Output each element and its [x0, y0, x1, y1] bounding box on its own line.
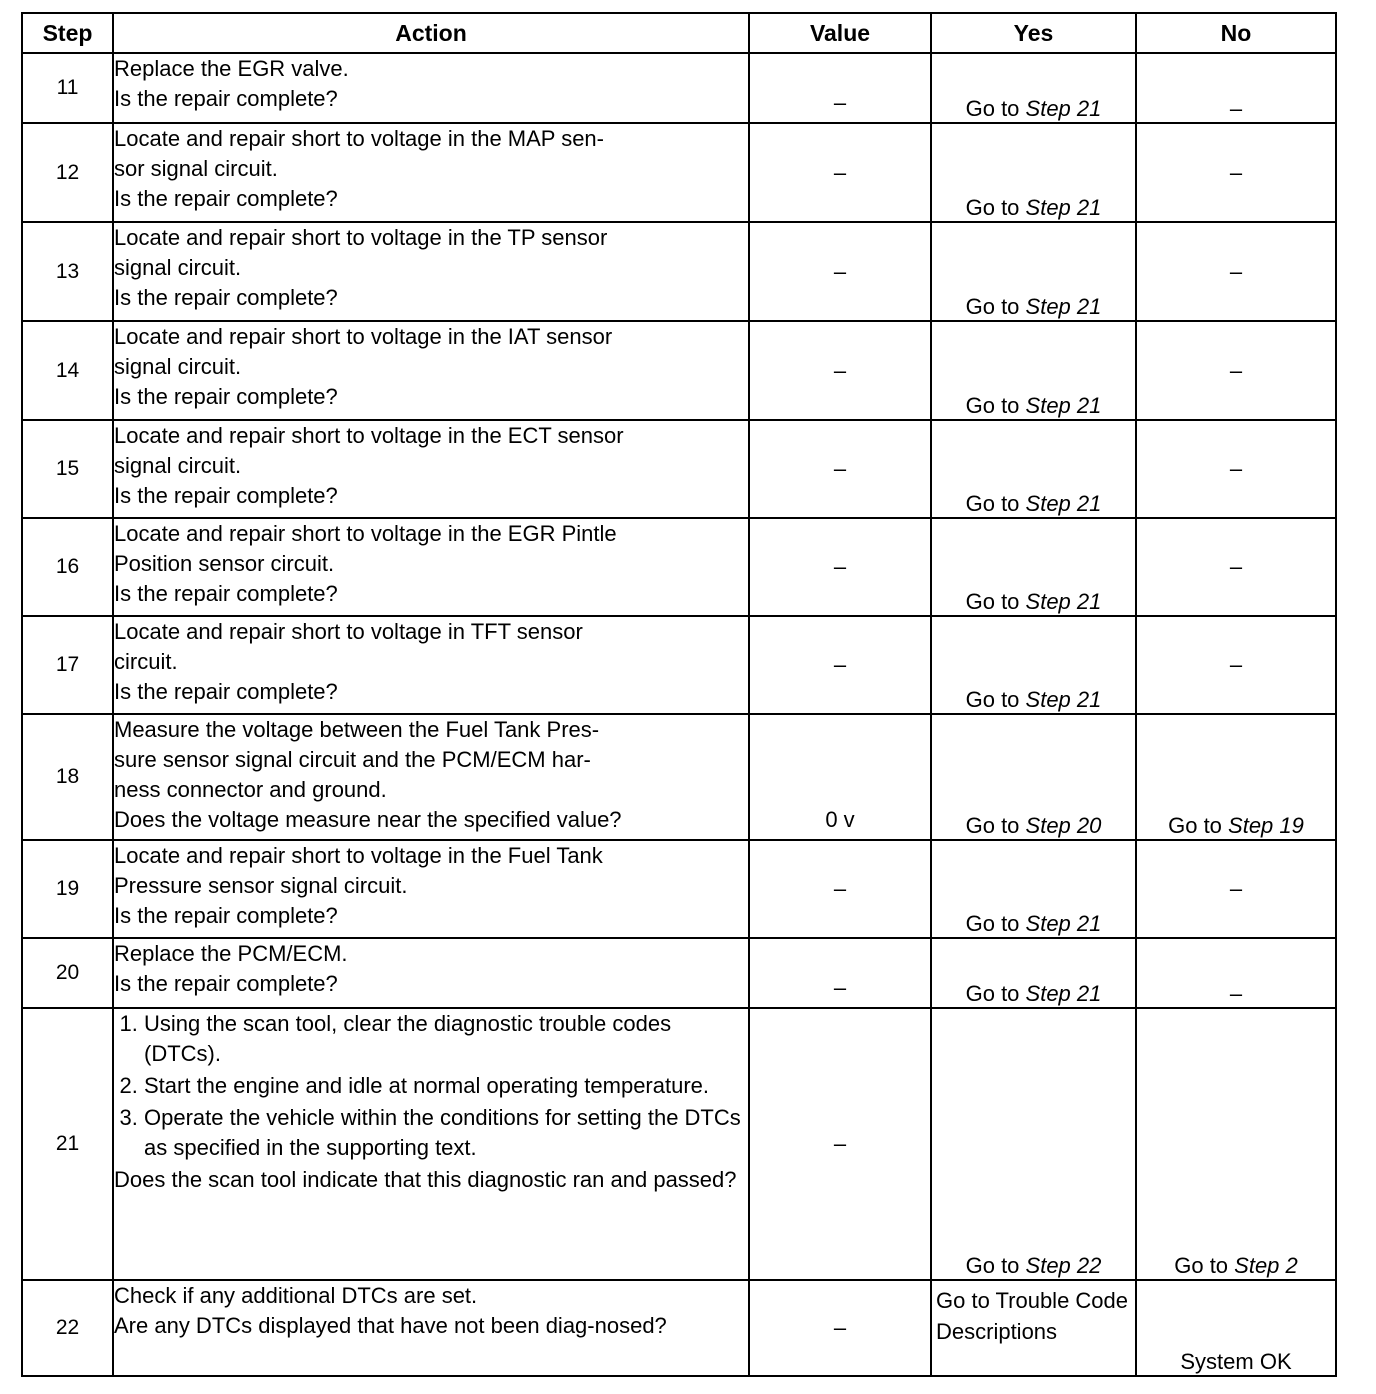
table-row [22, 938, 1336, 1008]
step-number: 12 [22, 123, 113, 222]
value-cell: – [749, 321, 931, 420]
step-reference: Step 21 [1025, 911, 1102, 936]
no-cell: Go to Step 19 [1136, 714, 1336, 840]
step-number: 15 [22, 420, 113, 518]
action-question: Is the repair complete? [114, 971, 338, 996]
step-number: 22 [22, 1280, 113, 1376]
table-row [22, 616, 1336, 714]
step-reference: Step 22 [1025, 1253, 1102, 1278]
step-number: 11 [22, 53, 113, 123]
action-question: Does the voltage measure near the specified value? [114, 807, 622, 832]
value-cell: – [749, 1280, 931, 1376]
diagnostic-table [21, 12, 1337, 1377]
action-question: Is the repair complete? [114, 86, 338, 111]
table-row [22, 321, 1336, 420]
header-yes: Yes [931, 13, 1136, 53]
action-question: Are any DTCs displayed that have not been diag-nosed? [114, 1313, 667, 1338]
value-cell: – [749, 420, 931, 518]
action-text: signal circuit. [114, 453, 242, 478]
no-cell: – [1136, 840, 1336, 938]
action-text: signal circuit. [114, 255, 242, 280]
action-cell [113, 321, 749, 420]
action-text: sor signal circuit. [114, 156, 278, 181]
yes-cell: Go to Step 21 [931, 123, 1136, 222]
yes-cell: Go to Step 21 [931, 222, 1136, 321]
step-reference: Step 21 [1025, 589, 1102, 614]
action-question: Is the repair complete? [114, 384, 338, 409]
action-text: Locate and repair short to voltage in the Fuel Tank [114, 843, 603, 868]
value-cell: 0 v [749, 714, 931, 840]
action-text: Replace the PCM/ECM. [114, 941, 348, 966]
action-text: Measure the voltage between the Fuel Tank Pres- [114, 717, 600, 742]
action-cell [113, 123, 749, 222]
list-item: 2. Start the engine and idle at normal operating temperature. [144, 1071, 748, 1101]
yes-cell: Go to Step 20 [931, 714, 1136, 840]
action-cell [113, 938, 749, 1008]
action-cell [113, 1008, 749, 1280]
step-number: 21 [22, 1008, 113, 1280]
action-text: circuit. [114, 649, 178, 674]
action-cell [113, 518, 749, 616]
no-cell: – [1136, 123, 1336, 222]
value-cell: – [749, 518, 931, 616]
action-question: Is the repair complete? [114, 679, 338, 704]
action-text: Check if any additional DTCs are set. [114, 1283, 478, 1308]
no-cell: – [1136, 420, 1336, 518]
yes-cell: Go to Step 21 [931, 321, 1136, 420]
header-no: No [1136, 13, 1336, 53]
step-reference: Step 21 [1025, 294, 1102, 319]
table-row [22, 1280, 1336, 1376]
table-row [22, 714, 1336, 840]
step-number: 20 [22, 938, 113, 1008]
yes-cell: Go to Step 21 [931, 616, 1136, 714]
table-row [22, 222, 1336, 321]
action-text: Locate and repair short to voltage in the ECT sensor [114, 423, 624, 448]
action-cell [113, 53, 749, 123]
action-question: Is the repair complete? [114, 581, 338, 606]
step-reference: Step 21 [1025, 195, 1102, 220]
step-number: 13 [22, 222, 113, 321]
action-text: Locate and repair short to voltage in the IAT sensor [114, 324, 613, 349]
step-number: 18 [22, 714, 113, 840]
value-cell: – [749, 840, 931, 938]
header-row [22, 13, 1336, 53]
value-cell: – [749, 616, 931, 714]
yes-cell: Go to Step 21 [931, 840, 1136, 938]
step-number: 19 [22, 840, 113, 938]
no-cell: – [1136, 518, 1336, 616]
yes-cell: Go to Step 21 [931, 420, 1136, 518]
step-reference: Step 20 [1025, 813, 1102, 838]
yes-cell: Go to Step 22 [931, 1008, 1136, 1280]
table-row [22, 1008, 1336, 1280]
numbered-list [114, 1009, 748, 1163]
action-cell [113, 222, 749, 321]
action-cell [113, 714, 749, 840]
value-cell: – [749, 123, 931, 222]
action-text: Locate and repair short to voltage in the MAP sen- [114, 126, 604, 151]
step-number: 17 [22, 616, 113, 714]
action-question: Is the repair complete? [114, 186, 338, 211]
value-cell: – [749, 53, 931, 123]
table-row [22, 420, 1336, 518]
action-question: Does the scan tool indicate that this diagnostic ran and passed? [114, 1167, 737, 1192]
step-reference: Step 21 [1025, 687, 1102, 712]
action-question: Is the repair complete? [114, 903, 338, 928]
action-cell [113, 840, 749, 938]
no-cell: – [1136, 53, 1336, 123]
step-reference: Step 19 [1228, 813, 1304, 838]
value-cell: – [749, 938, 931, 1008]
header-step: Step [22, 13, 113, 53]
value-cell: – [749, 1008, 931, 1280]
no-cell: – [1136, 616, 1336, 714]
yes-cell: Go to Trouble Code Descriptions [931, 1280, 1136, 1376]
action-cell [113, 1280, 749, 1376]
value-cell: – [749, 222, 931, 321]
step-number: 14 [22, 321, 113, 420]
action-text: Locate and repair short to voltage in the TP sensor [114, 225, 608, 250]
table-row [22, 123, 1336, 222]
action-cell [113, 420, 749, 518]
header-value: Value [749, 13, 931, 53]
no-cell: – [1136, 321, 1336, 420]
header-action: Action [113, 13, 749, 53]
action-text: Replace the EGR valve. [114, 56, 349, 81]
action-text: Locate and repair short to voltage in the EGR Pintle [114, 521, 617, 546]
step-reference: Step 21 [1025, 96, 1102, 121]
action-text: signal circuit. [114, 354, 242, 379]
no-cell: System OK [1136, 1280, 1336, 1376]
list-item: 1. Using the scan tool, clear the diagnostic trouble codes (DTCs). [144, 1009, 748, 1069]
step-number: 16 [22, 518, 113, 616]
no-cell: – [1136, 938, 1336, 1008]
no-cell: Go to Step 2 [1136, 1008, 1336, 1280]
action-text: Locate and repair short to voltage in TFT sensor [114, 619, 583, 644]
table-row [22, 840, 1336, 938]
step-reference: Step 2 [1234, 1253, 1298, 1278]
step-reference: Step 21 [1025, 393, 1102, 418]
action-question: Is the repair complete? [114, 285, 338, 310]
yes-cell: Go to Step 21 [931, 518, 1136, 616]
action-question: Is the repair complete? [114, 483, 338, 508]
list-item: 3. Operate the vehicle within the conditions for setting the DTCs as specified in the supporting text. [144, 1103, 748, 1163]
action-text: Position sensor circuit. [114, 551, 335, 576]
action-text: ness connector and ground. [114, 777, 387, 802]
action-text: sure sensor signal circuit and the PCM/ECM har- [114, 747, 591, 772]
yes-cell: Go to Step 21 [931, 53, 1136, 123]
action-text: Pressure sensor signal circuit. [114, 873, 408, 898]
step-reference: Step 21 [1025, 981, 1102, 1006]
no-cell: – [1136, 222, 1336, 321]
table-row [22, 53, 1336, 123]
yes-cell: Go to Step 21 [931, 938, 1136, 1008]
action-cell [113, 616, 749, 714]
step-reference: Step 21 [1025, 491, 1102, 516]
table-row [22, 518, 1336, 616]
